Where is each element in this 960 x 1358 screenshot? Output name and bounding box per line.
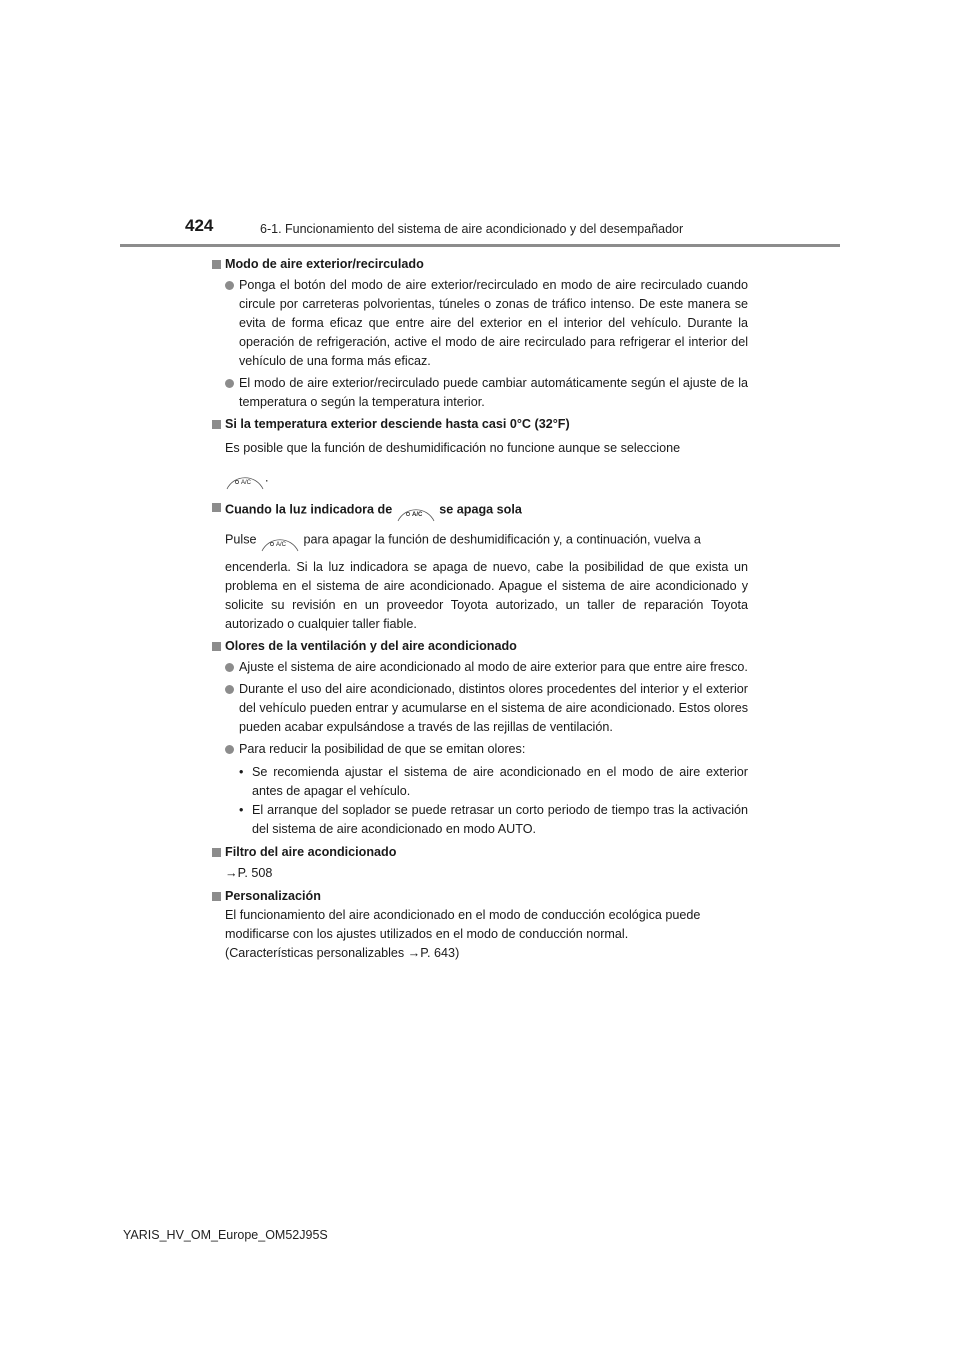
paragraph: A/C . xyxy=(212,466,748,490)
sub-list-item: • Se recomienda ajustar el sistema de aire acondicionado en el modo de aire exterior antes de apagar el vehículo. xyxy=(239,765,748,798)
square-bullet-icon xyxy=(212,503,221,512)
square-bullet-icon xyxy=(212,420,221,429)
heading-low-temperature: Si la temperatura exterior desciende hasta casi 0°C (32°F) xyxy=(212,415,748,434)
ac-button-icon xyxy=(396,498,436,522)
circle-bullet-icon xyxy=(225,663,234,672)
heading-ac-filter: Filtro del aire acondicionado xyxy=(212,843,748,862)
circle-bullet-icon xyxy=(225,745,234,754)
square-bullet-icon xyxy=(212,642,221,651)
heading-personalization: Personalización xyxy=(212,887,748,906)
sub-list-item: • El arranque del soplador se puede retrasar un corto periodo de tiempo tras la activación del sistema de aire acondicionado en modo AUTO. xyxy=(239,803,748,836)
circle-bullet-icon xyxy=(225,685,234,694)
page-content xyxy=(212,253,748,963)
list-item: Ajuste el sistema de aire acondicionado al modo de aire exterior para que entre aire fresco. xyxy=(212,658,748,677)
ac-icon-label: A/C xyxy=(276,542,287,548)
ac-icon-label: A/C xyxy=(241,480,252,486)
header-divider xyxy=(120,244,840,247)
list-item: El modo de aire exterior/recirculado puede cambiar automáticamente según el ajuste de la temperatura o según la temperatura interior. xyxy=(212,374,748,412)
heading-outside-recirculated: Modo de aire exterior/recirculado xyxy=(212,255,748,274)
square-bullet-icon xyxy=(212,260,221,269)
list-item: Para reducir la posibilidad de que se emitan olores: xyxy=(212,740,748,759)
paragraph: encenderla. Si la luz indicadora se apaga de nuevo, cabe la posibilidad de que exista un problema en el sistema de aire acondicionado. Apague el sistema de aire acondicionado y solicite su revisión en un proveedor Toyota autorizado, un taller de reparación Toyota autorizado o cualquier taller fiable. xyxy=(225,560,748,631)
paragraph: Pulse A/C para apagar la función de deshumidificación y, a continuación, vuelva a xyxy=(212,528,748,552)
ac-icon-label: A/C xyxy=(411,512,423,518)
page-number: 424 xyxy=(185,216,214,235)
paragraph: Es posible que la función de deshumidificación no funcione aunque se seleccione xyxy=(225,441,681,455)
heading-ac-indicator-off: Cuando la luz indicadora de A/C se apaga sola xyxy=(212,498,748,522)
square-bullet-icon xyxy=(212,848,221,857)
square-bullet-icon xyxy=(212,892,221,901)
list-item: Ponga el botón del modo de aire exterior/recirculado en modo de aire recirculado cuando circule por carreteras polvorientas, túneles o zonas de tráfico intenso. De este manera se evita de forma eficaz que entre aire del exterior en el interior del vehículo. Durante la operación de refrigeración, active el modo de aire recirculado para refrigerar el interior del vehículo de una forma más eficaz. xyxy=(212,276,748,371)
paragraph: (Características personalizables →P. 643) xyxy=(225,946,460,960)
page-reference: →P. 508 xyxy=(225,866,273,880)
circle-bullet-icon xyxy=(225,281,234,290)
document-code: YARIS_HV_OM_Europe_OM52J95S xyxy=(123,1228,328,1242)
ac-button-icon xyxy=(225,466,265,490)
circle-bullet-icon xyxy=(225,379,234,388)
ac-button-icon xyxy=(260,528,300,552)
heading-odors: Olores de la ventilación y del aire acondicionado xyxy=(212,637,748,656)
paragraph: El funcionamiento del aire acondicionado en el modo de conducción ecológica puede modificarse con los ajustes utilizados en el modo de conducción normal. xyxy=(225,908,701,941)
list-item: Durante el uso del aire acondicionado, distintos olores procedentes del interior y el exterior del vehículo pueden entrar y acumularse en el sistema de aire acondicionado. Estos olores pueden acabar expulsándose a través de las rejillas de ventilación. xyxy=(212,680,748,737)
section-title: 6-1. Funcionamiento del sistema de aire acondicionado y del desempañador xyxy=(260,222,684,236)
